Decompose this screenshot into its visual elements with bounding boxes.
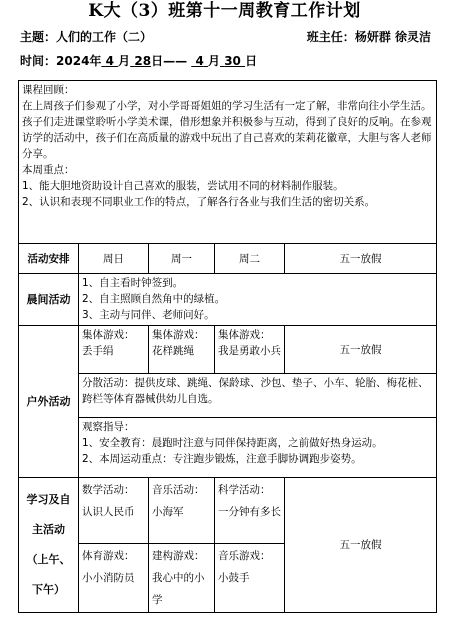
theme-value: 人们的工作（二） [56, 30, 153, 44]
learning-game-sunday [79, 544, 149, 613]
time-day-start: 28 [134, 54, 152, 68]
learning-label-line: 主活动 [32, 523, 65, 536]
time-month-end: 4 [195, 54, 204, 68]
document-title: K大（3）班第十一周教育工作计划 [88, 1, 361, 21]
outdoor-game-sunday [79, 326, 149, 374]
header-sunday: 周日 [79, 244, 149, 274]
time-day-label-end: 日 [245, 54, 258, 68]
activity-title: 科学活动： [218, 484, 271, 496]
time-label: 时间： [20, 54, 57, 68]
morning-item: 2、自主照顾自然角中的绿植。 [82, 293, 226, 305]
header-activity: 活动安排 [19, 244, 79, 274]
focus-heading: 本周重点： [22, 164, 75, 176]
learning-label-line: 学习及自 [26, 493, 71, 506]
morning-content [79, 274, 437, 326]
outdoor-holiday: 五一放假 [285, 326, 437, 374]
learning-activity-monday [149, 478, 215, 544]
game-title: 集体游戏： [218, 329, 271, 341]
guide-item: 2、本周运动重点：专注跑步锻炼，注意手脚协调跑步姿势。 [82, 453, 362, 465]
learning-game-tuesday [215, 544, 285, 613]
game-title: 集体游戏： [152, 329, 205, 341]
morning-label: 晨间活动 [19, 274, 79, 326]
game-title: 集体游戏： [82, 329, 135, 341]
morning-item: 3、主动与同伴、老师问好。 [82, 309, 215, 321]
activity-name: 我心中的小学 [152, 572, 205, 606]
time-month-label-end: 月 [207, 54, 220, 68]
learning-activity-tuesday [215, 478, 285, 544]
activity-name: 小小消防员 [82, 572, 135, 584]
activity-title: 音乐游戏： [218, 550, 271, 562]
game-name: 我是勇敢小兵 [218, 345, 281, 357]
outdoor-guidance [79, 418, 437, 478]
time-month-label-start: 月 [118, 54, 131, 68]
focus-item: 1、能大胆地资助设计自己喜欢的服装，尝试用不同的材料制作服装。 [22, 180, 344, 192]
learning-label [19, 478, 79, 613]
header-holiday: 五一放假 [285, 244, 437, 274]
outdoor-game-monday [149, 326, 215, 374]
time-year: 2024年 [56, 54, 102, 68]
activity-name: 认识人民币 [82, 506, 135, 518]
learning-label-line: 下午） [32, 583, 65, 596]
game-name: 丢手绢 [82, 345, 114, 357]
learning-holiday: 五一放假 [285, 478, 437, 613]
activity-title: 音乐活动： [152, 484, 205, 496]
review-heading: 课程回顾： [22, 84, 75, 96]
outdoor-group-activity: 分散活动：提供皮球、跳绳、保龄球、沙包、垫子、小车、轮胎、梅花桩、跨栏等体育器械供幼儿自选。 [79, 374, 437, 418]
header-tuesday: 周二 [215, 244, 285, 274]
activity-title: 体育游戏： [82, 550, 135, 562]
time-month-start: 4 [105, 54, 114, 68]
activity-name: 小鼓手 [218, 572, 250, 584]
activity-title: 建构游戏： [152, 550, 205, 562]
time-day-label-start: 日—— [151, 54, 192, 68]
guide-item: 1、安全教育：晨跑时注意与同伴保持距离，之前做好热身运动。 [82, 437, 383, 449]
learning-game-monday [149, 544, 215, 613]
morning-item: 1、自主看时钟签到。 [82, 277, 184, 289]
teacher-names: 杨妍群 徐灵洁 [354, 30, 431, 44]
teacher-info [307, 28, 431, 46]
learning-label-line: （上午、 [26, 553, 71, 566]
outdoor-label: 户外活动 [19, 326, 79, 478]
theme-label: 主题： [20, 30, 57, 44]
outdoor-game-tuesday [215, 326, 285, 374]
theme-row [20, 28, 435, 46]
activity-title: 数学活动： [82, 484, 135, 496]
time-row [20, 52, 435, 70]
activity-name: 一分钟有多长 [218, 506, 281, 518]
activity-name: 小海军 [152, 506, 184, 518]
weekly-plan-table [18, 80, 437, 613]
focus-item: 2、认识和表现不同职业工作的特点，了解各行各业与我们生活的密切关系。 [22, 196, 376, 208]
game-name: 花样跳绳 [152, 345, 194, 357]
course-review-cell [19, 81, 437, 244]
header-monday: 周一 [149, 244, 215, 274]
guide-heading: 观察指导： [82, 421, 135, 433]
review-text: 在上周孩子们参观了小学，对小学哥哥姐姐的学习生活有一定了解，非常向往小学生活。孩子们走进课堂聆听小学美术课，借形想象并积极参与互动，得到了良好的反响。在参观访学的活动中，孩子们在高质量的游戏中玩出了自己喜欢的茉莉花徽章，大胆与客人老师分享。 [22, 100, 432, 160]
teacher-label: 班主任： [306, 30, 355, 44]
learning-activity-sunday [79, 478, 149, 544]
time-day-end: 30 [224, 54, 241, 68]
